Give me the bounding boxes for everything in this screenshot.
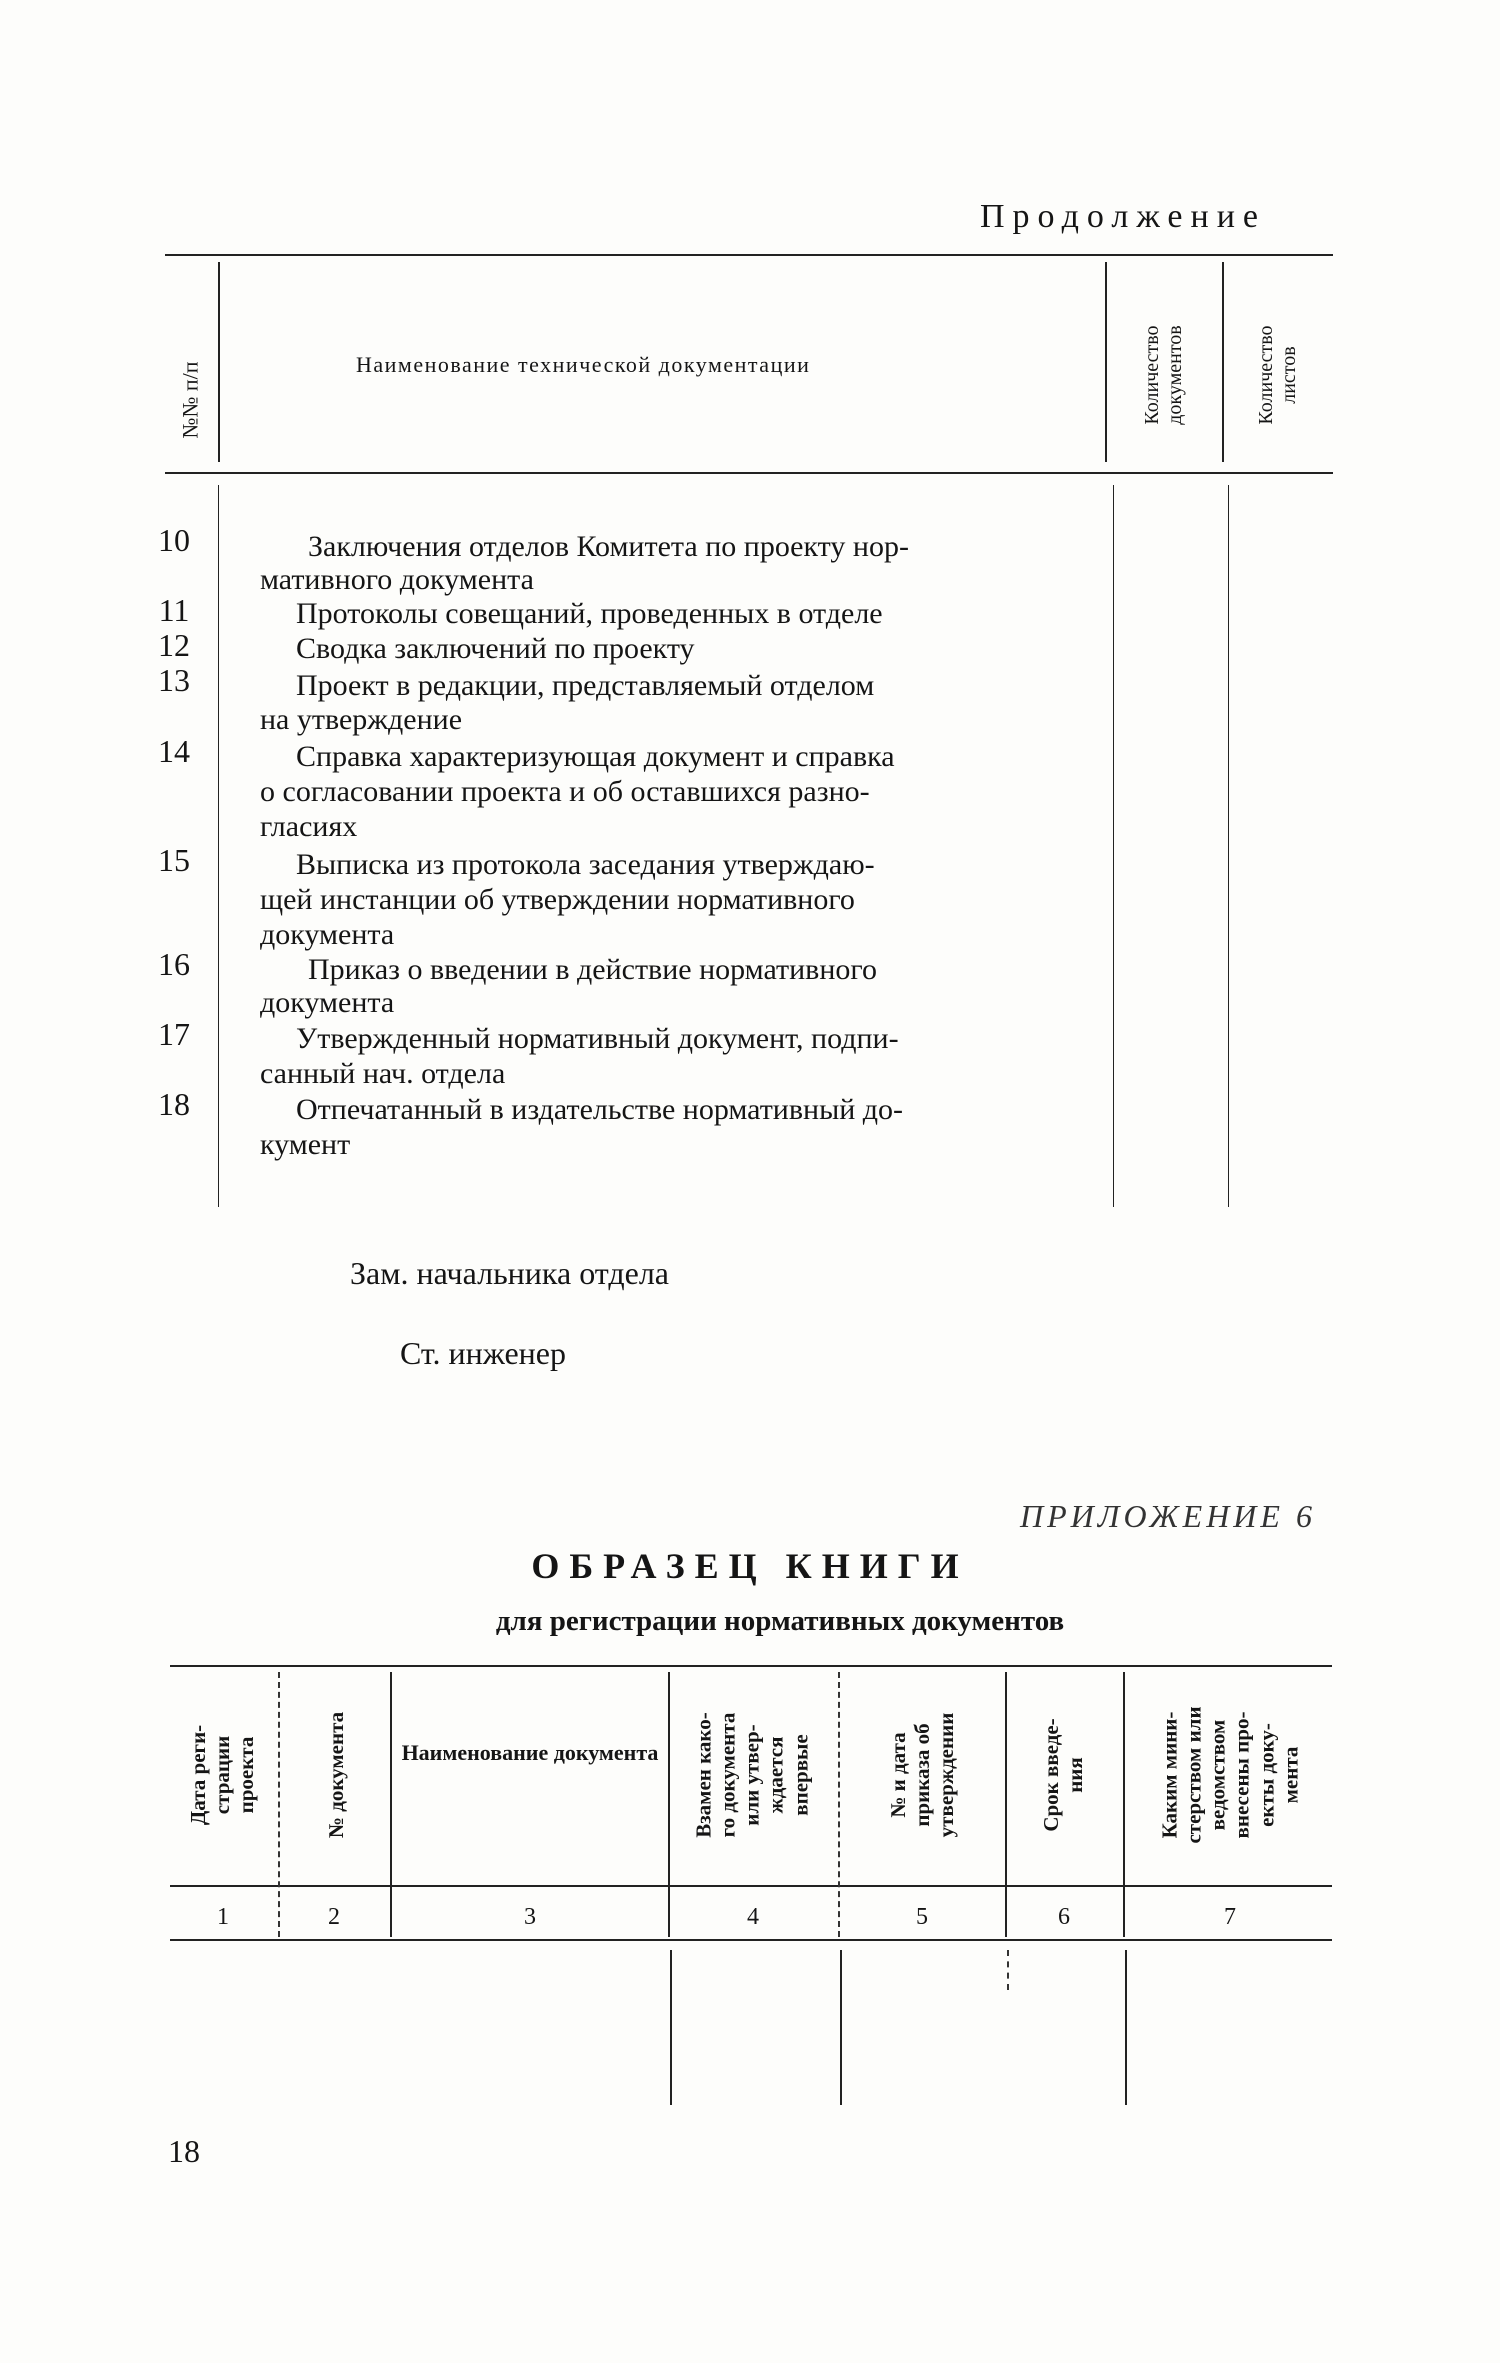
column-divider	[1113, 485, 1114, 1207]
row-text: Заключения отделов Комитета по проекту нор-	[308, 530, 909, 563]
row-text: Протоколы совещаний, проведенных в отделе	[296, 597, 883, 630]
column-number: 5	[916, 1904, 928, 1930]
column-header: № документа	[323, 1711, 348, 1839]
row-number: 16	[158, 946, 190, 982]
column-header: Дата реги- страции проекта	[185, 1724, 259, 1826]
table-header-rule	[170, 1885, 1332, 1887]
row-text: Отпечатанный в издательстве нормативный до-	[296, 1093, 904, 1126]
row-number: 18	[158, 1086, 190, 1122]
row-number: 17	[158, 1016, 190, 1052]
header-number: №№ п/п	[177, 361, 203, 439]
column-header: Каким мини- стерством или ведомством внесены про- екты доку- мента	[1157, 1706, 1303, 1844]
row-text: мативного документа	[260, 563, 534, 596]
row-text: Утвержденный нормативный документ, подпи-	[296, 1022, 899, 1055]
table-number-rule	[170, 1939, 1332, 1941]
appendix-label: ПРИЛОЖЕНИЕ 6	[1020, 1498, 1316, 1534]
row-text: Справка характеризующая документ и справка	[296, 740, 895, 773]
column-header: № и дата приказа об утверждении	[885, 1712, 959, 1838]
column-number: 3	[524, 1904, 536, 1930]
column-header: Наименование документа	[401, 1740, 659, 1765]
column-divider	[278, 1672, 280, 1937]
row-text: щей инстанции об утверждении нормативного	[260, 883, 855, 916]
table-top-rule	[165, 254, 1333, 256]
column-number: 7	[1224, 1904, 1236, 1930]
column-number: 1	[217, 1904, 229, 1930]
book-title: ОБРАЗЕЦ КНИГИ	[531, 1546, 969, 1586]
column-divider	[1228, 485, 1229, 1207]
row-text: санный нач. отдела	[260, 1057, 506, 1090]
header-name: Наименование технической документации	[356, 352, 811, 377]
page-number: 18	[168, 2133, 200, 2169]
column-divider	[670, 1950, 672, 2105]
table-top-rule	[170, 1665, 1332, 1667]
column-number: 2	[328, 1904, 340, 1930]
column-header: Взамен како- го документа или утвер- ждается впервые	[691, 1712, 813, 1838]
column-number: 6	[1058, 1904, 1070, 1930]
row-text: о согласовании проекта и об оставшихся разно-	[260, 775, 870, 808]
row-text: кумент	[260, 1128, 351, 1161]
column-number: 4	[747, 1904, 759, 1930]
column-divider	[1005, 1672, 1007, 1937]
row-text: на утверждение	[260, 703, 463, 736]
column-divider	[1123, 1672, 1125, 1937]
column-divider	[218, 485, 219, 1207]
row-text: документа	[260, 918, 395, 951]
column-header: Срок введе- ния	[1038, 1718, 1087, 1832]
column-divider	[1222, 262, 1224, 462]
row-number: 15	[158, 842, 190, 878]
column-divider	[838, 1672, 840, 1937]
row-number: 14	[158, 733, 190, 769]
column-divider	[390, 1672, 392, 1937]
book-subtitle: для регистрации нормативных документов	[495, 1605, 1065, 1637]
row-text: Сводка заключений по проекту	[296, 632, 695, 665]
header-sheet-count: Количество листов	[1255, 325, 1300, 425]
row-text: гласиях	[260, 810, 358, 843]
row-number: 13	[158, 662, 190, 698]
column-divider	[668, 1672, 670, 1937]
column-divider	[840, 1950, 842, 2105]
row-text: Выписка из протокола заседания утверждаю-	[296, 848, 875, 881]
column-divider	[1125, 1950, 1127, 2105]
header-doc-count: Количество документов	[1141, 325, 1186, 425]
column-divider	[1007, 1950, 1009, 1990]
continuation-label: Продолжение	[980, 198, 1267, 235]
column-divider	[218, 262, 220, 462]
row-number: 11	[158, 592, 190, 628]
row-number: 12	[158, 627, 190, 663]
signature-deputy: Зам. начальника отдела	[350, 1255, 669, 1291]
row-text: документа	[260, 986, 395, 1019]
signature-engineer: Ст. инженер	[400, 1335, 566, 1371]
row-text: Проект в редакции, представляемый отделом	[296, 669, 875, 702]
column-divider	[1105, 262, 1107, 462]
row-number: 10	[158, 522, 190, 558]
row-text: Приказ о введении в действие нормативного	[308, 953, 877, 986]
table-header-rule	[165, 472, 1333, 474]
